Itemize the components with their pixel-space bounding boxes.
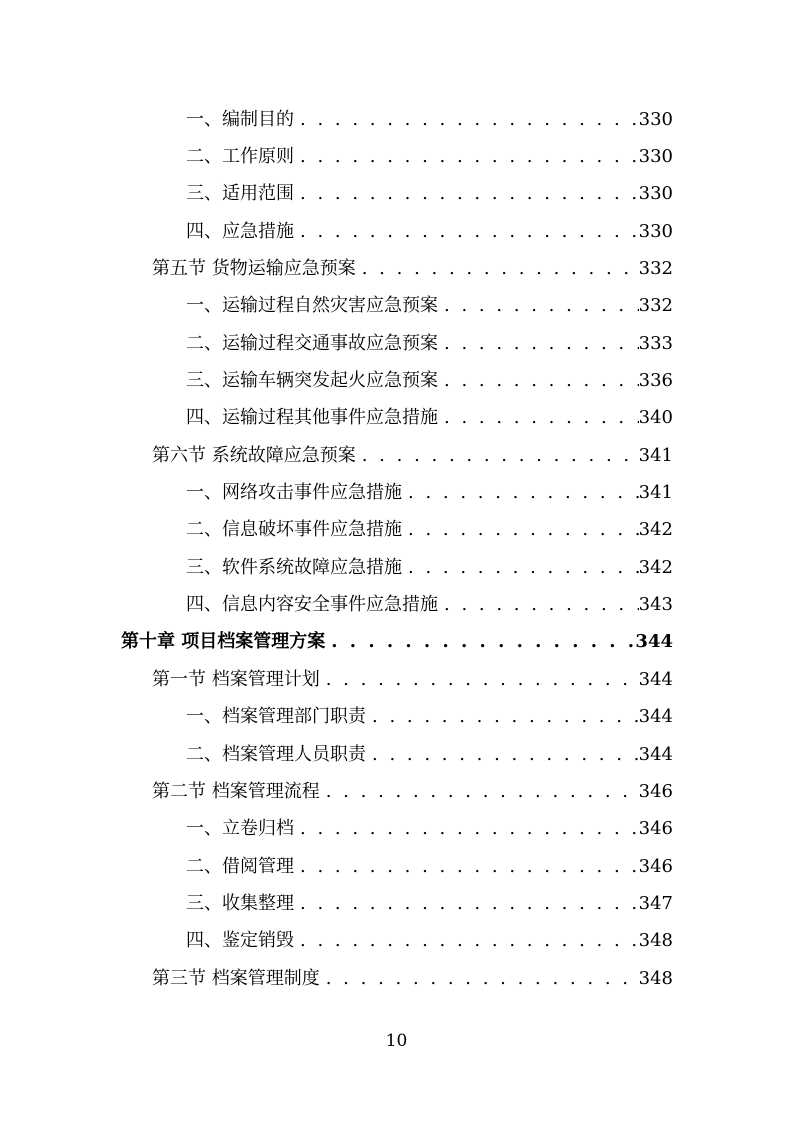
toc-entry-line — [152, 257, 673, 281]
toc-entry-page: 333 — [638, 332, 673, 354]
toc-leader-dots — [320, 668, 639, 692]
toc-entry-line — [186, 108, 673, 132]
toc-entry-label: 二、运输过程交通事故应急预案 — [186, 332, 438, 354]
toc-entry-page: 348 — [638, 967, 673, 989]
toc-entry-line — [186, 855, 673, 879]
toc-leader-dots — [356, 444, 639, 468]
toc-entry[interactable] — [0, 885, 793, 922]
toc-entry-line — [186, 182, 673, 206]
toc-entry-label: 二、信息破坏事件应急措施 — [186, 519, 402, 541]
toc-entry-page: 344 — [638, 706, 673, 728]
toc-leader-dots — [438, 406, 639, 430]
toc-entry-line — [186, 705, 673, 729]
toc-entry-label: 第十章 项目档案管理方案 — [121, 631, 326, 653]
toc-leader-dots — [366, 743, 639, 767]
toc-entry[interactable] — [0, 811, 793, 848]
toc-entry-page: 344 — [638, 668, 673, 690]
toc-entry[interactable] — [0, 661, 793, 698]
toc-leader-dots — [325, 630, 635, 654]
toc-entry[interactable] — [0, 288, 793, 325]
toc-leader-dots — [294, 108, 639, 132]
toc-entry-line — [186, 145, 673, 169]
toc-entry-line — [186, 817, 673, 841]
toc-entry-label: 四、信息内容安全事件应急措施 — [186, 594, 438, 616]
toc-entry-page: 343 — [638, 594, 673, 616]
toc-leader-dots — [402, 518, 639, 542]
toc-entry-label: 四、应急措施 — [186, 220, 294, 242]
toc-leader-dots — [356, 257, 639, 281]
toc-entry-page: 342 — [638, 519, 673, 541]
toc-entry-label: 一、编制目的 — [186, 108, 294, 130]
toc-entry[interactable] — [0, 848, 793, 885]
toc-entry[interactable] — [0, 325, 793, 362]
toc-entry[interactable] — [0, 624, 793, 661]
toc-entry-label: 二、工作原则 — [186, 146, 294, 168]
toc-entry-label: 第二节 档案管理流程 — [152, 780, 320, 802]
toc-entry-line — [186, 220, 673, 244]
toc-entry-label: 三、软件系统故障应急措施 — [186, 556, 402, 578]
toc-entry-label: 第六节 系统故障应急预案 — [152, 444, 356, 466]
toc-leader-dots — [320, 967, 639, 991]
toc-entry-page: 332 — [638, 258, 673, 280]
toc-entry-label: 一、档案管理部门职责 — [186, 706, 366, 728]
toc-entry-label: 二、档案管理人员职责 — [186, 743, 366, 765]
toc-entry[interactable] — [0, 400, 793, 437]
toc-entry-label: 第五节 货物运输应急预案 — [152, 258, 356, 280]
toc-entry-line — [186, 332, 673, 356]
toc-entry-label: 一、运输过程自然灾害应急预案 — [186, 295, 438, 317]
toc-entry-page: 330 — [638, 220, 673, 242]
toc-entry[interactable] — [0, 699, 793, 736]
toc-entry-line — [186, 892, 673, 916]
toc-entry[interactable] — [0, 213, 793, 250]
toc-leader-dots — [294, 145, 639, 169]
toc-entry-line — [152, 780, 673, 804]
toc-entry-page: 344 — [638, 743, 673, 765]
toc-leader-dots — [438, 593, 639, 617]
toc-entry-label: 二、借阅管理 — [186, 855, 294, 877]
toc-entry-label: 三、收集整理 — [186, 892, 294, 914]
toc-entry-line — [186, 481, 673, 505]
toc-entry-page: 330 — [638, 183, 673, 205]
toc-entry-line — [186, 743, 673, 767]
toc-leader-dots — [320, 780, 639, 804]
toc-entry-label: 四、运输过程其他事件应急措施 — [186, 407, 438, 429]
toc-entry[interactable] — [0, 101, 793, 138]
toc-entry-page: 340 — [638, 407, 673, 429]
toc-entry-line — [186, 556, 673, 580]
toc-entry-label: 第三节 档案管理制度 — [152, 967, 320, 989]
toc-entry[interactable] — [0, 586, 793, 623]
toc-leader-dots — [294, 817, 639, 841]
toc-entry-label: 三、适用范围 — [186, 183, 294, 205]
toc-entry-line — [121, 630, 673, 654]
toc-entry-line — [186, 294, 673, 318]
toc-entry-page: 346 — [638, 818, 673, 840]
toc-entry-label: 一、立卷归档 — [186, 818, 294, 840]
toc-entry-page: 344 — [635, 631, 673, 653]
toc-entry[interactable] — [0, 960, 793, 997]
toc-entry-line — [186, 518, 673, 542]
toc-leader-dots — [438, 294, 639, 318]
toc-entry-page: 342 — [638, 556, 673, 578]
toc-entry-line — [152, 668, 673, 692]
toc-entry[interactable] — [0, 736, 793, 773]
toc-entry[interactable] — [0, 549, 793, 586]
toc-leader-dots — [438, 369, 639, 393]
toc-entry-label: 三、运输车辆突发起火应急预案 — [186, 370, 438, 392]
toc-entry-page: 330 — [638, 108, 673, 130]
toc-entry-page: 341 — [638, 444, 673, 466]
toc-entry-page: 336 — [638, 370, 673, 392]
toc-entry[interactable] — [0, 437, 793, 474]
toc-entry-label: 四、鉴定销毁 — [186, 930, 294, 952]
toc-entry[interactable] — [0, 474, 793, 511]
toc-entry[interactable] — [0, 773, 793, 810]
toc-entry[interactable] — [0, 512, 793, 549]
toc-entry-page: 341 — [638, 482, 673, 504]
toc-entry[interactable] — [0, 176, 793, 213]
toc-entry-label: 第一节 档案管理计划 — [152, 668, 320, 690]
toc-leader-dots — [294, 220, 639, 244]
toc-entry-page: 347 — [638, 892, 673, 914]
toc-entry-line — [152, 967, 673, 991]
toc-entry[interactable] — [0, 250, 793, 287]
toc-entry-page: 346 — [638, 780, 673, 802]
toc-entry-page: 330 — [638, 146, 673, 168]
toc-leader-dots — [366, 705, 639, 729]
toc-leader-dots — [294, 182, 639, 206]
toc-entry-line — [152, 444, 673, 468]
toc-entry[interactable] — [0, 138, 793, 175]
toc-entry-label: 一、网络攻击事件应急措施 — [186, 482, 402, 504]
toc-leader-dots — [438, 332, 639, 356]
toc-entry-line — [186, 369, 673, 393]
toc-entry-page: 332 — [638, 295, 673, 317]
toc-entry[interactable] — [0, 362, 793, 399]
table-of-contents — [0, 101, 793, 997]
toc-entry-line — [186, 406, 673, 430]
toc-entry-page: 346 — [638, 855, 673, 877]
toc-entry-line — [186, 593, 673, 617]
toc-leader-dots — [402, 481, 639, 505]
toc-leader-dots — [294, 855, 639, 879]
toc-leader-dots — [402, 556, 639, 580]
toc-leader-dots — [294, 892, 639, 916]
page-number: 10 — [385, 1031, 408, 1051]
toc-entry[interactable] — [0, 923, 793, 960]
toc-entry-page: 348 — [638, 930, 673, 952]
toc-leader-dots — [294, 929, 639, 953]
toc-entry-line — [186, 929, 673, 953]
